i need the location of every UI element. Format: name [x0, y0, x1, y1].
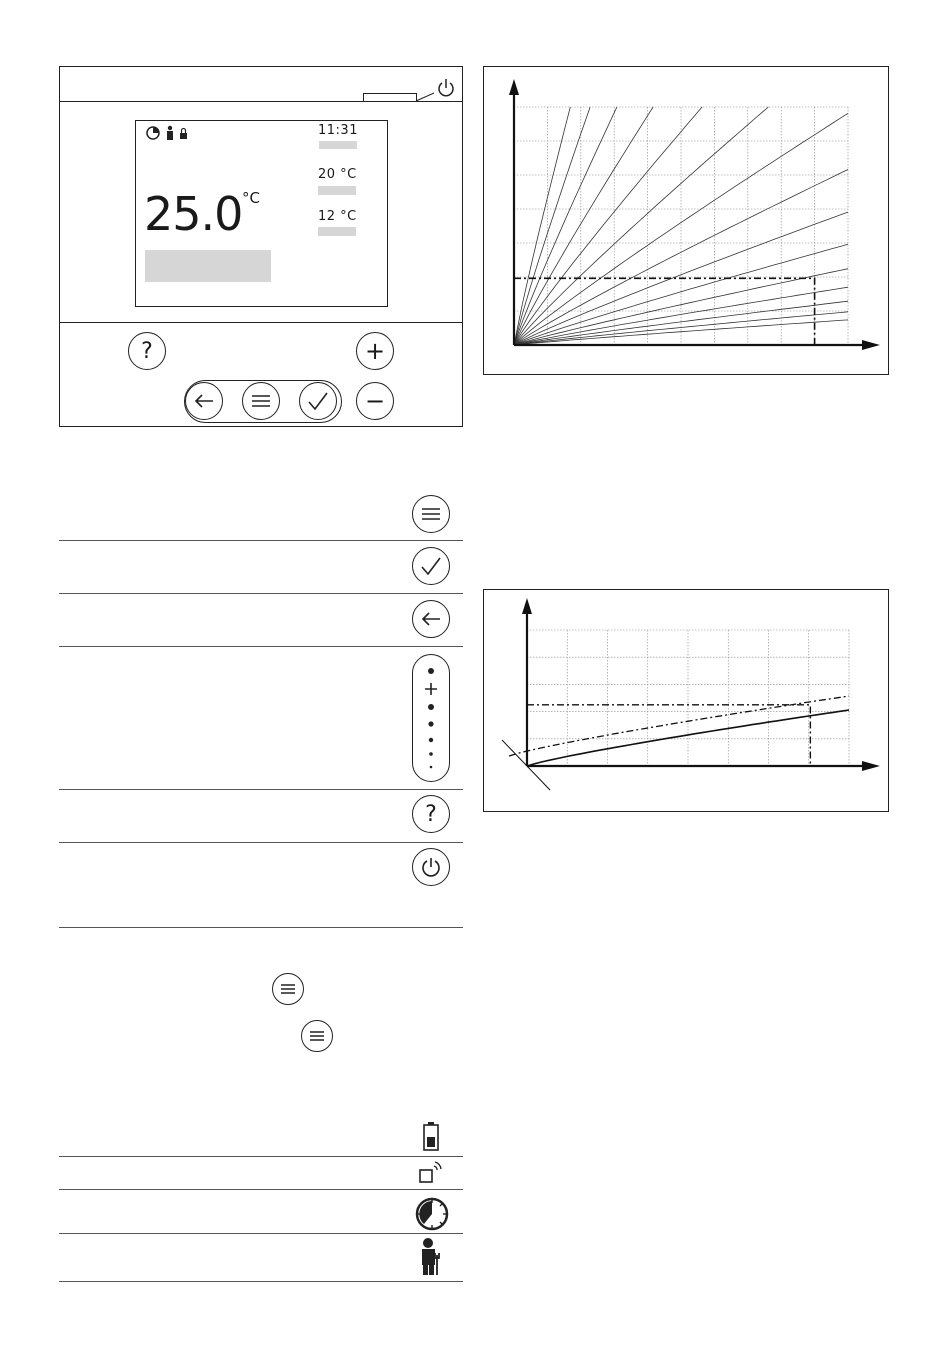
- heating-curve: [514, 107, 617, 345]
- power-icon: [420, 856, 442, 878]
- legend-divider: [59, 593, 463, 594]
- check-icon: [307, 391, 329, 411]
- current-temperature: 25.0: [144, 187, 243, 241]
- heating-curve: [514, 312, 848, 345]
- plus-button[interactable]: [356, 332, 394, 370]
- legend-menu-symbol: [412, 495, 450, 533]
- setpoint-high: 20 °C: [318, 167, 357, 182]
- back-button[interactable]: [185, 382, 223, 420]
- heating-curve: [514, 113, 848, 345]
- minus-button[interactable]: [356, 382, 394, 420]
- power-key-housing: [363, 93, 417, 102]
- minus-label: −: [364, 387, 386, 415]
- menu-icon: [421, 507, 441, 521]
- setpoint-low-bar: [318, 227, 356, 236]
- reference-line: [514, 278, 815, 345]
- inline-menu-symbol: [301, 1020, 333, 1052]
- x-axis-arrow: [862, 761, 880, 771]
- thermostat-device: [59, 66, 463, 427]
- legend-divider: [59, 789, 463, 790]
- legend-divider: [59, 842, 463, 843]
- time-bar: [319, 141, 357, 149]
- reference-line: [527, 705, 810, 766]
- help-button[interactable]: [128, 332, 166, 370]
- y-axis-arrow: [509, 79, 519, 95]
- inline-menu-symbol: [272, 973, 304, 1005]
- menu-icon: [309, 1030, 325, 1042]
- legend-back-symbol: [412, 600, 450, 638]
- plus-minus-scale-icon: [413, 655, 449, 781]
- clock-program-icon: [414, 1196, 450, 1232]
- power-icon[interactable]: [412, 75, 458, 105]
- legend-help-symbol: [412, 795, 450, 833]
- back-arrow-icon: [420, 611, 442, 627]
- heating-curve: [514, 107, 570, 345]
- legend-divider: [59, 1281, 463, 1282]
- setpoint-low: 12 °C: [318, 209, 357, 224]
- temperature-unit: °C: [242, 189, 260, 207]
- battery-icon: [422, 1121, 440, 1151]
- device-bottom-divider: [60, 322, 462, 323]
- installer-icon: [418, 1237, 444, 1277]
- display-screen: [135, 120, 388, 307]
- legend-divider: [59, 1233, 463, 1234]
- help-label: ?: [141, 338, 153, 364]
- plus-label: +: [364, 337, 386, 365]
- curve-shift-chart: [484, 590, 888, 811]
- heating-curve-chart: [484, 67, 888, 374]
- status-text-bar: [145, 250, 271, 282]
- menu-icon: [251, 394, 271, 408]
- status-icons-row: [146, 125, 196, 141]
- help-icon: ?: [425, 801, 437, 827]
- heating-curve: [514, 107, 768, 345]
- legend-check-symbol: [412, 547, 450, 585]
- legend-plus-minus-scale: [412, 654, 450, 782]
- legend-divider: [59, 927, 463, 928]
- x-axis-arrow: [862, 340, 880, 350]
- clock-time: 11:31: [318, 123, 358, 138]
- heating-curve: [514, 107, 653, 345]
- setpoint-high-bar: [318, 186, 356, 195]
- menu-button[interactable]: [242, 382, 280, 420]
- y-axis-arrow: [522, 598, 532, 614]
- heating-curve-chart-frame: [483, 66, 889, 375]
- menu-icon: [280, 983, 296, 995]
- curve-shift-chart-frame: [483, 589, 889, 812]
- back-arrow-icon: [193, 393, 215, 409]
- wireless-signal-icon: [418, 1160, 444, 1186]
- legend-divider: [59, 646, 463, 647]
- legend-divider: [59, 540, 463, 541]
- confirm-button[interactable]: [299, 382, 337, 420]
- check-icon: [420, 556, 442, 576]
- legend-power-symbol: [412, 848, 450, 886]
- legend-divider: [59, 1189, 463, 1190]
- heating-curve: [514, 107, 590, 345]
- heating-curve: [514, 269, 848, 345]
- heating-curve: [514, 107, 702, 345]
- legend-divider: [59, 1156, 463, 1157]
